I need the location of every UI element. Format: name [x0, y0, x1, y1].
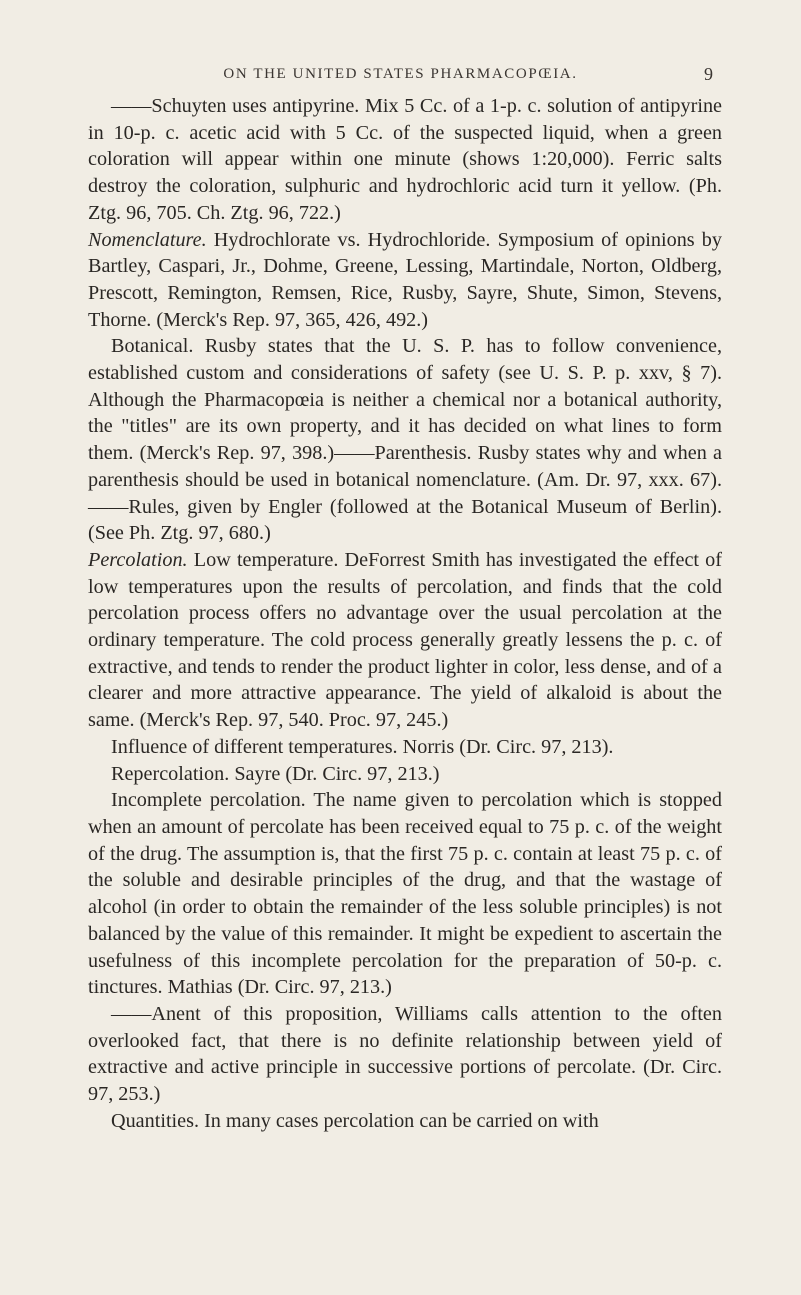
page-number: 9: [704, 64, 713, 84]
paragraph-percolation: [88, 547, 722, 734]
paragraph-influence: Influence of different temperatures. Norris (Dr. Circ. 97, 213).: [111, 735, 614, 758]
section-title-percolation: Percolation.: [88, 548, 188, 571]
paragraph-nomenclature-text: Hydrochlorate vs. Hydrochloride. Symposium of opinions by Bartley, Caspari, Jr., Dohme, Greene, Lessing, Martindale, Norton, Oldberg, Prescott, Remington, Remsen, Rice, Rusby, Sayre, Shute, Simon, Stevens, Thorne. (Merck's Rep. 97, 365, 426, 492.): [88, 228, 722, 331]
paragraph-repercolation: Repercolation. Sayre (Dr. Circ. 97, 213.): [111, 762, 440, 785]
paragraph-williams: ——Anent of this proposition, Williams calls attention to the often overlooked fact, that there is no definite relationship between yield of extractive and active principle in successive portions of percolate. (Dr. Circ. 97, 253.): [88, 1002, 722, 1106]
paragraph-incomplete-percolation: Incomplete percolation. The name given to percolation which is stopped when an amount of percolate has been received equal to 75 p. c. of the weight of the drug. The assumption is, that the first 75 p. c. contain at least 75 p. c. of the soluble and desirable principles of the drug, and that the wastage of alcohol (in order to obtain the remainder of the less soluble principles) is not balanced by the value of this remainder. It might be expedient to ascertain the usefulness of this incomplete percolation for the preparation of 50-p. c. tinctures. Mathias (Dr. Circ. 97, 213.): [88, 789, 722, 999]
paragraph-nomenclature: [88, 227, 722, 334]
paragraph-schuyten: ——Schuyten uses antipyrine. Mix 5 Cc. of a 1-p. c. solution of antipyrine in 10-p. c. acetic acid with 5 Cc. of the suspected liquid, when a green coloration will appear within one minute (shows 1:20,000). Ferric salts destroy the coloration, sulphuric and hydrochloric acid turn it yellow. (Ph. Ztg. 96, 705. Ch. Ztg. 96, 722.): [88, 95, 722, 224]
page-header: [0, 66, 801, 90]
paragraph-percolation-text: Low temperature. DeForrest Smith has investigated the effect of low temperatures upon the results of percolation, and finds that the cold percolation process offers no advantage over the usual percolation at the ordinary temperature. The cold process generally greatly lessens the p. c. of extractive, and tends to render the product lighter in color, less dense, and of a clearer and more attractive appearance. The yield of alkaloid is about the same. (Merck's Rep. 97, 540. Proc. 97, 245.): [88, 548, 722, 732]
paragraph-quantities: Quantities. In many cases percolation can be carried on with: [111, 1109, 599, 1132]
running-head: ON THE UNITED STATES PHARMACOPŒIA.: [223, 66, 578, 82]
paragraph-botanical: Botanical. Rusby states that the U. S. P. has to follow convenience, established custom and considerations of safety (see U. S. P. p. xxv, § 7). Although the Pharmacopœia is neither a chemical nor a botanical authority, the "titles" are its own property, and it has decided on what lines to form them. (Merck's Rep. 97, 398.)——Parenthesis. Rusby states why and when a parenthesis should be used in botanical nomenclature. (Am. Dr. 97, xxx. 67).——Rules, given by Engler (followed at the Botanical Museum of Berlin). (See Ph. Ztg. 97, 680.): [88, 335, 722, 545]
body-text: [88, 93, 722, 1134]
section-title-nomenclature: Nomenclature.: [88, 228, 207, 251]
